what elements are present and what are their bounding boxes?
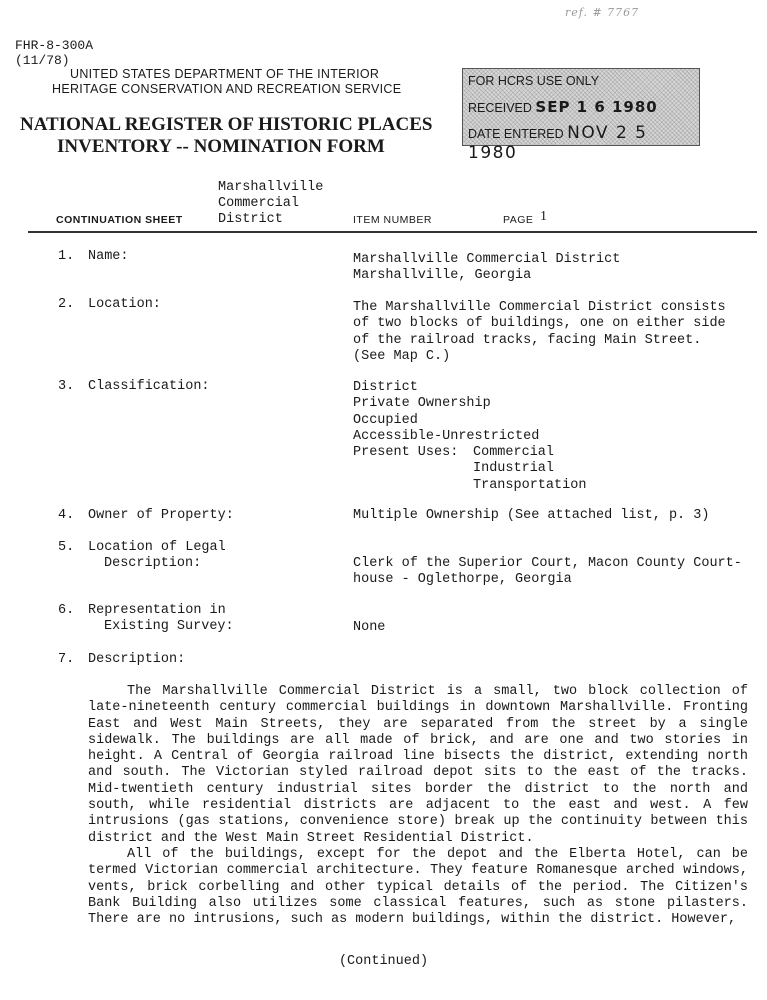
form-title-line1: NATIONAL REGISTER OF HISTORIC PLACES xyxy=(20,114,433,135)
label-line: Description: xyxy=(104,556,202,572)
page-label: PAGE xyxy=(503,214,534,226)
item-value: None xyxy=(353,620,386,635)
item-value: Multiple Ownership (See attached list, p. 3) xyxy=(353,508,710,523)
form-number: FHR-8-300A xyxy=(15,38,94,53)
value-line: (See Map C.) xyxy=(353,348,451,364)
header-rule xyxy=(28,231,757,233)
present-use: Transportation xyxy=(473,477,587,493)
date-entered-line xyxy=(468,123,699,163)
item-label xyxy=(88,540,226,573)
value-line: house - Oglethorpe, Georgia xyxy=(353,572,572,588)
item-value xyxy=(353,252,620,285)
district-line: District xyxy=(218,212,283,227)
item-value xyxy=(353,300,726,365)
label-line: Representation in xyxy=(88,603,226,618)
received-label: RECEIVED xyxy=(468,101,532,115)
item-number-label: ITEM NUMBER xyxy=(353,214,432,226)
label-line: Location of Legal xyxy=(88,540,226,555)
present-uses-label: Present Uses: xyxy=(353,445,459,461)
form-code xyxy=(15,38,93,68)
value-line: of the railroad tracks, facing Main Street. xyxy=(353,332,702,348)
value-line: Marshallville, Georgia xyxy=(353,268,532,284)
item-label xyxy=(88,603,234,636)
present-use: Commercial xyxy=(473,445,555,460)
item-label: Description: xyxy=(88,652,186,667)
value-line: Accessible-Unrestricted xyxy=(353,428,540,444)
received-date-stamp: SEP 1 6 1980 xyxy=(535,98,658,116)
form-title-line2: INVENTORY -- NOMINATION FORM xyxy=(57,136,385,157)
value-line: The Marshallville Commercial District consists xyxy=(353,300,726,315)
value-line: Occupied xyxy=(353,412,418,428)
date-entered-label: DATE ENTERED xyxy=(468,127,564,141)
hcrs-use-only-box xyxy=(462,68,700,163)
district-line: Marshallville xyxy=(218,180,324,195)
received-line xyxy=(468,98,658,116)
description-text xyxy=(88,684,748,928)
continuation-sheet-label: CONTINUATION SHEET xyxy=(56,214,183,226)
item-label: Classification: xyxy=(88,379,210,394)
description-paragraph: The Marshallville Commercial District is a small, two block collection of late-nineteenth century commercial buildings in downtown Marshallville. Fronting East and West Main Streets, they are separated from the street by a single sidewalk. The buildings are all made of brick, and are one and two stories in height. A Central of Georgia railroad line bisects the district, extending north and south. The Victorian styled railroad depot sits to the east of the tracks. Mid-twentieth century industrial sites border the district to the north and south, while residential districts are adjacent to the east and west. A few intrusions (gas stations, convenience store) break up the continuity between this district and the West Main Street Residential District. xyxy=(88,684,748,846)
item-number: 5. xyxy=(58,540,75,555)
item-label: Owner of Property: xyxy=(88,508,234,523)
description-paragraph: All of the buildings, except for the depot and the Elberta Hotel, can be termed Victorian commercial architecture. They feature Romanesque arched windows, vents, brick corbelling and other typical details of the period. The Citizen's Bank Building also utilizes some classical features, such as stone pilasters. There are no intrusions, such as modern buildings, within the district. However, xyxy=(88,846,748,928)
continued-note: (Continued) xyxy=(338,954,429,969)
item-number: 2. xyxy=(58,297,75,312)
item-number: 6. xyxy=(58,603,75,618)
date-entered-stamp: NOV 2 5 1980 xyxy=(468,123,648,163)
item-number: 4. xyxy=(58,508,75,523)
value-line: of two blocks of buildings, one on either side xyxy=(353,316,726,332)
agency-name: HERITAGE CONSERVATION AND RECREATION SERVICE xyxy=(52,82,402,96)
handwritten-reference-note: ref. # 7767 xyxy=(565,6,640,19)
page-number: 1 xyxy=(540,209,547,224)
continuation-district-name xyxy=(218,180,323,228)
value-line: Marshallville Commercial District xyxy=(353,252,621,267)
value-line: District xyxy=(353,380,418,395)
item-number: 1. xyxy=(58,249,75,264)
item-label: Location: xyxy=(88,297,161,312)
item-number: 7. xyxy=(58,652,75,667)
value-line: Clerk of the Superior Court, Macon County Court- xyxy=(353,556,742,571)
department-name: UNITED STATES DEPARTMENT OF THE INTERIOR xyxy=(70,67,380,81)
form-date: (11/78) xyxy=(15,53,70,68)
hcrs-box-label: FOR HCRS USE ONLY xyxy=(468,74,600,88)
value-line: Private Ownership xyxy=(353,396,491,412)
item-number: 3. xyxy=(58,379,75,394)
district-line: Commercial xyxy=(218,196,300,211)
item-value xyxy=(353,556,742,589)
present-uses-list xyxy=(473,445,586,494)
label-line: Existing Survey: xyxy=(104,619,234,635)
item-label: Name: xyxy=(88,249,129,264)
present-use: Industrial xyxy=(473,461,555,477)
